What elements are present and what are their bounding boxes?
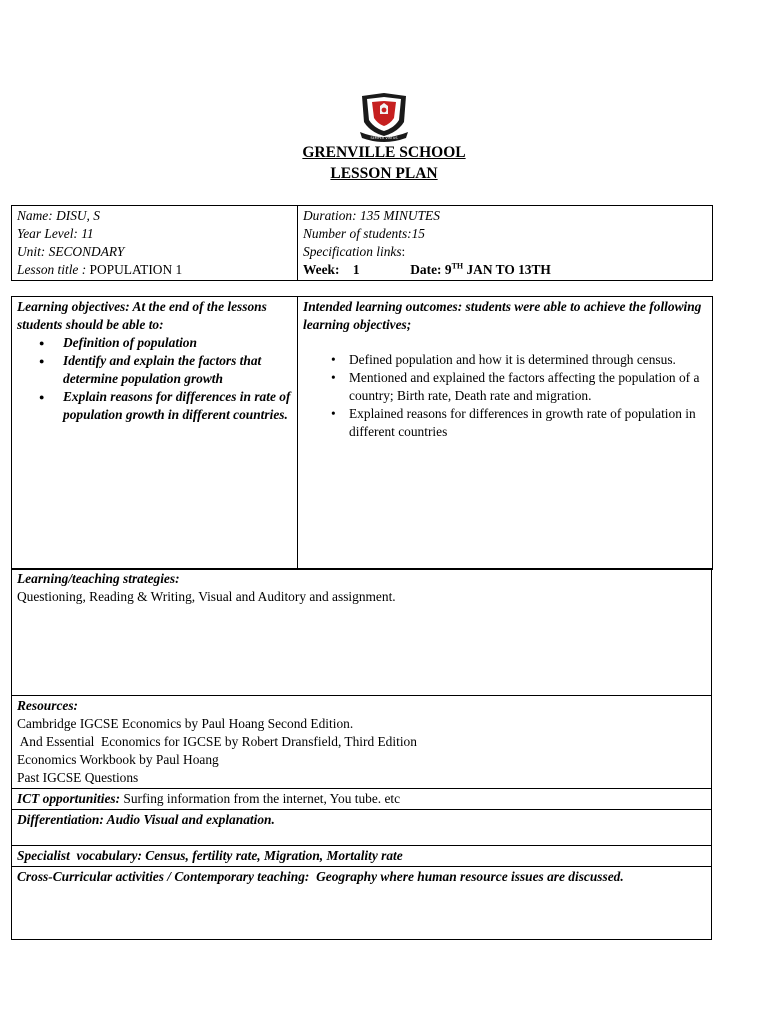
- year-label: Year Level:: [17, 226, 78, 241]
- outcomes-cell: [298, 297, 713, 570]
- ict-cell: [12, 789, 712, 810]
- resources-cell: [12, 696, 712, 789]
- date-range: JAN TO 13TH: [466, 262, 551, 277]
- objective-item: ● Identify and explain the factors that determine population growth: [17, 352, 292, 388]
- school-name: GRENVILLE SCHOOL: [302, 144, 466, 161]
- objectives-table: [11, 296, 713, 570]
- cross-curricular-text: Cross-Curricular activities / Contemporary teaching: Geography where human resource issues are discussed.: [17, 869, 624, 884]
- lesson-title-value: POPULATION 1: [89, 262, 183, 277]
- vocabulary-cell: [12, 846, 712, 867]
- resource-line: Past IGCSE Questions: [17, 770, 139, 785]
- objectives-list: [17, 334, 292, 424]
- ict-text: Surfing information from the internet, You tube. etc: [120, 791, 401, 806]
- outcomes-list: [303, 351, 707, 441]
- duration-value: 135 MINUTES: [359, 208, 440, 223]
- duration-row: [303, 207, 707, 225]
- document-title: LESSON PLAN: [330, 165, 438, 182]
- date-superscript: TH: [451, 261, 464, 271]
- outcomes-heading: Intended learning outcomes: students were able to achieve the following learning objectives;: [303, 299, 702, 332]
- logo-motto: SEMPER VIRTUS: [370, 136, 398, 140]
- students-label: Number of students:: [303, 226, 412, 241]
- objective-item: ● Definition of population: [17, 334, 292, 352]
- lesson-info-cell: [298, 206, 713, 281]
- duration-label: Duration:: [303, 208, 357, 223]
- vocabulary-text: Specialist vocabulary: Census, fertility rate, Migration, Mortality rate: [17, 848, 403, 863]
- objectives-heading: Learning objectives: At the end of the lessons students should be able to:: [17, 299, 267, 332]
- cross-curricular-cell: [12, 867, 712, 940]
- objective-item: ● Explain reasons for differences in rate of population growth in different countries.: [17, 388, 292, 424]
- resource-line: And Essential Economics for IGCSE by Robert Dransfield, Third Edition: [17, 734, 417, 749]
- differentiation-text: Differentiation: Audio Visual and explanation.: [17, 812, 275, 827]
- spec-row: [303, 243, 707, 261]
- name-row: [17, 207, 292, 225]
- strategies-heading: Learning/teaching strategies:: [17, 571, 180, 586]
- school-crest-logo: [358, 92, 410, 142]
- teacher-info-cell: [12, 206, 298, 281]
- year-row: [17, 225, 292, 243]
- differentiation-cell: [12, 810, 712, 846]
- strategies-text: Questioning, Reading & Writing, Visual and Auditory and assignment.: [17, 589, 396, 604]
- unit-row: [17, 243, 292, 261]
- ict-label: ICT opportunities:: [17, 791, 121, 806]
- unit-label: Unit:: [17, 244, 46, 259]
- week-label: Week:: [303, 262, 340, 277]
- outcome-item: • Defined population and how it is determined through census.: [303, 351, 707, 369]
- spec-label: Specification links: [303, 244, 402, 259]
- year-value: 11: [81, 226, 94, 241]
- unit-value: SECONDARY: [48, 244, 125, 259]
- lesson-title-row: [17, 261, 292, 279]
- students-value: 15: [411, 226, 425, 241]
- details-table: [11, 568, 712, 940]
- info-table: [11, 205, 713, 281]
- date-number: 9: [444, 262, 452, 277]
- students-row: [303, 225, 707, 243]
- resources-heading: Resources:: [17, 698, 78, 713]
- week-date-row: [303, 261, 707, 279]
- outcome-item: • Mentioned and explained the factors affecting the population of a country; Birth rate, Death rate and migration.: [303, 369, 707, 405]
- date-label: Date:: [410, 262, 442, 277]
- spec-colon: :: [401, 244, 406, 259]
- lesson-title-label: Lesson title :: [17, 262, 87, 277]
- resource-line: Cambridge IGCSE Economics by Paul Hoang Second Edition.: [17, 716, 354, 731]
- week-value: 1: [352, 262, 360, 277]
- name-label: Name:: [17, 208, 53, 223]
- strategies-cell: [12, 569, 712, 696]
- outcome-item: • Explained reasons for differences in growth rate of population in different countries: [303, 405, 707, 441]
- objectives-cell: [12, 297, 298, 570]
- name-value: DISU, S: [56, 208, 100, 223]
- resource-line: Economics Workbook by Paul Hoang: [17, 752, 219, 767]
